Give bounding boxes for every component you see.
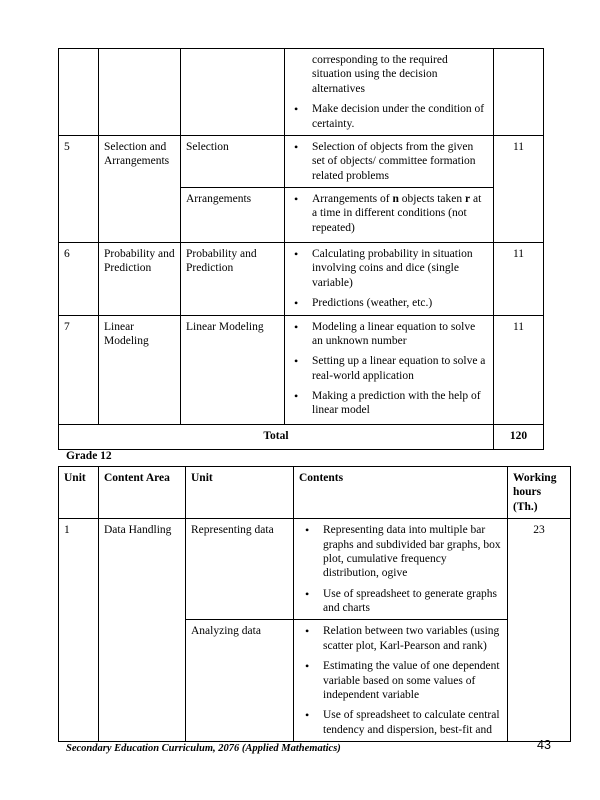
header-unit: Unit <box>59 467 99 519</box>
contents-cell <box>294 620 508 742</box>
header-contents: Contents <box>294 467 508 519</box>
unit-number: 7 <box>59 315 99 424</box>
unit-number: 1 <box>59 519 99 742</box>
list-item: • Modeling a linear equation to solve an unknown number <box>290 320 488 349</box>
contents-cell <box>285 188 494 243</box>
sub-unit: Arrangements <box>181 188 285 243</box>
working-hours: 23 <box>508 519 571 742</box>
sub-unit: Linear Modeling <box>181 315 285 424</box>
content-area: Data Handling <box>99 519 186 742</box>
list-item: • Making a prediction with the help of linear model <box>290 389 488 418</box>
total-label: Total <box>59 424 494 449</box>
header-row <box>59 467 571 519</box>
unit-number: 5 <box>59 135 99 242</box>
header-content-area: Content Area <box>99 467 186 519</box>
list-item: • Estimating the value of one dependent variable based on some values of independent variable <box>299 659 502 702</box>
sub-unit: Selection <box>181 135 285 187</box>
working-hours: 11 <box>494 243 544 316</box>
contents-cell <box>285 315 494 424</box>
list-item: • Relation between two variables (using scatter plot, Karl-Pearson and rank) <box>299 624 502 653</box>
content-area: Selection and Arrangements <box>99 135 181 242</box>
header-working-hours: Working hours (Th.) <box>508 467 571 519</box>
contents-cell <box>294 519 508 620</box>
list-item: • Use of spreadsheet to generate graphs and charts <box>299 587 502 616</box>
table-row <box>59 49 544 136</box>
content-area: Linear Modeling <box>99 315 181 424</box>
list-item: • Predictions (weather, etc.) <box>290 296 488 310</box>
sub-unit: Probability and Prediction <box>181 243 285 316</box>
table-row <box>59 315 544 424</box>
working-hours: 11 <box>494 135 544 242</box>
contents-cell <box>285 135 494 187</box>
working-hours: 11 <box>494 315 544 424</box>
list-item: • Arrangements of n objects taken r at a time in different conditions (not repeated) <box>290 192 488 235</box>
table-row <box>59 135 544 187</box>
sub-unit: Analyzing data <box>186 620 294 742</box>
total-row <box>59 424 544 449</box>
curriculum-table-grade-11 <box>58 48 544 450</box>
list-item: • Representing data into multiple bar graphs and subdivided bar graphs, box plot, cumulative frequency distribution, ogive <box>299 523 502 581</box>
sub-unit: Representing data <box>186 519 294 620</box>
curriculum-table-grade-12 <box>58 466 571 742</box>
list-item-continued: corresponding to the required situation using the decision alternatives <box>312 54 448 95</box>
contents-cell <box>285 49 494 136</box>
list-item: • Use of spreadsheet to calculate central tendency and dispersion, best-fit and <box>299 708 502 737</box>
contents-cell <box>285 243 494 316</box>
page-number: 43 <box>537 738 551 752</box>
footer-title: Secondary Education Curriculum, 2076 (Applied Mathematics) <box>66 743 341 754</box>
grade-heading: Grade 12 <box>66 450 112 462</box>
table-row <box>59 243 544 316</box>
list-item: • Setting up a linear equation to solve a real-world application <box>290 354 488 383</box>
content-area: Probability and Prediction <box>99 243 181 316</box>
table-row <box>59 519 571 620</box>
list-item: • Selection of objects from the given set of objects/ committee formation related problems <box>290 140 488 183</box>
list-item: • Make decision under the condition of certainty. <box>290 102 488 131</box>
unit-number: 6 <box>59 243 99 316</box>
header-sub-unit: Unit <box>186 467 294 519</box>
total-value: 120 <box>494 424 544 449</box>
list-item: • Calculating probability in situation involving coins and dice (single variable) <box>290 247 488 290</box>
